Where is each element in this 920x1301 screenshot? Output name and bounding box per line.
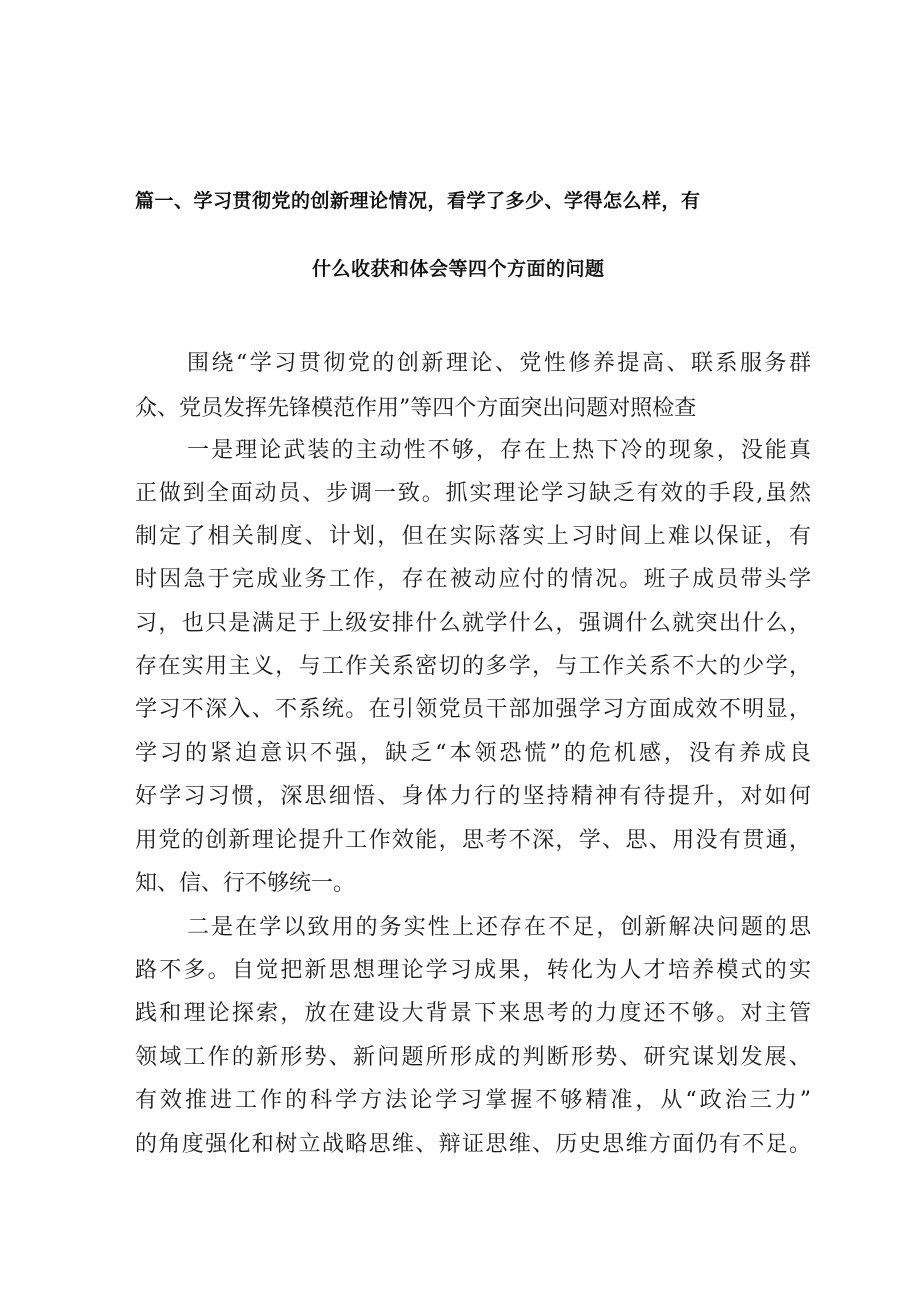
paragraph-line: 习，也只是满足于上级安排什么就学什么，强调什么就突出什么，: [135, 611, 811, 636]
paragraph-line: 制定了相关制度、计划，但在实际落实上习时间上难以保证，有: [135, 524, 811, 549]
paragraph-line: 学习不深入、不系统。在引领党员干部加强学习方面成效不明显，: [135, 697, 811, 722]
document-title-line-1: 篇一、学习贯彻党的创新理论情况，看学了多少、学得怎么样，有: [135, 190, 701, 212]
paragraph-line: 时因急于完成业务工作，存在被动应付的情况。班子成员带头学: [135, 567, 811, 592]
paragraph-line: 一是理论武装的主动性不够，存在上热下冷的现象，没能真: [187, 438, 811, 463]
paragraph-line: 正做到全面动员、步调一致。抓实理论学习缺乏有效的手段,虽然: [135, 481, 811, 506]
paragraph-line: 领域工作的新形势、新问题所形成的判断形势、研究谋划发展、: [135, 1045, 811, 1070]
paragraph-line: 知、信、行不够统一。: [135, 871, 356, 896]
paragraph-line: 围绕“学习贯彻党的创新理论、党性修养提高、联系服务群: [187, 351, 811, 376]
paragraph-line: 的角度强化和树立战略思维、辩证思维、历史思维方面仍有不足。: [135, 1132, 811, 1157]
paragraph-line: 学习的紧迫意识不强，缺乏“本领恐慌”的危机感，没有养成良: [135, 741, 811, 766]
paragraph-line: 存在实用主义，与工作关系密切的多学，与工作关系不大的少学，: [135, 654, 811, 679]
paragraph-line: 路不多。自觉把新思想理论学习成果，转化为人才培养模式的实: [135, 958, 811, 983]
paragraph-line: 用党的创新理论提升工作效能，思考不深，学、思、用没有贯通，: [135, 828, 811, 853]
paragraph-line: 好学习习惯，深思细悟、身体力行的坚持精神有待提升，对如何: [135, 784, 811, 809]
paragraph-line: 众、党员发挥先锋模范作用”等四个方面突出问题对照检查: [135, 396, 697, 421]
paragraph-line: 二是在学以致用的务实性上还存在不足，创新解决问题的思: [187, 915, 811, 940]
paragraph-line: 有效推进工作的科学方法论学习掌握不够精准，从“政治三力”: [135, 1088, 811, 1113]
document-title-line-2: 什么收获和体会等四个方面的问题: [312, 258, 605, 280]
paragraph-line: 践和理论探索，放在建设大背景下来思考的力度还不够。对主管: [135, 1001, 811, 1026]
